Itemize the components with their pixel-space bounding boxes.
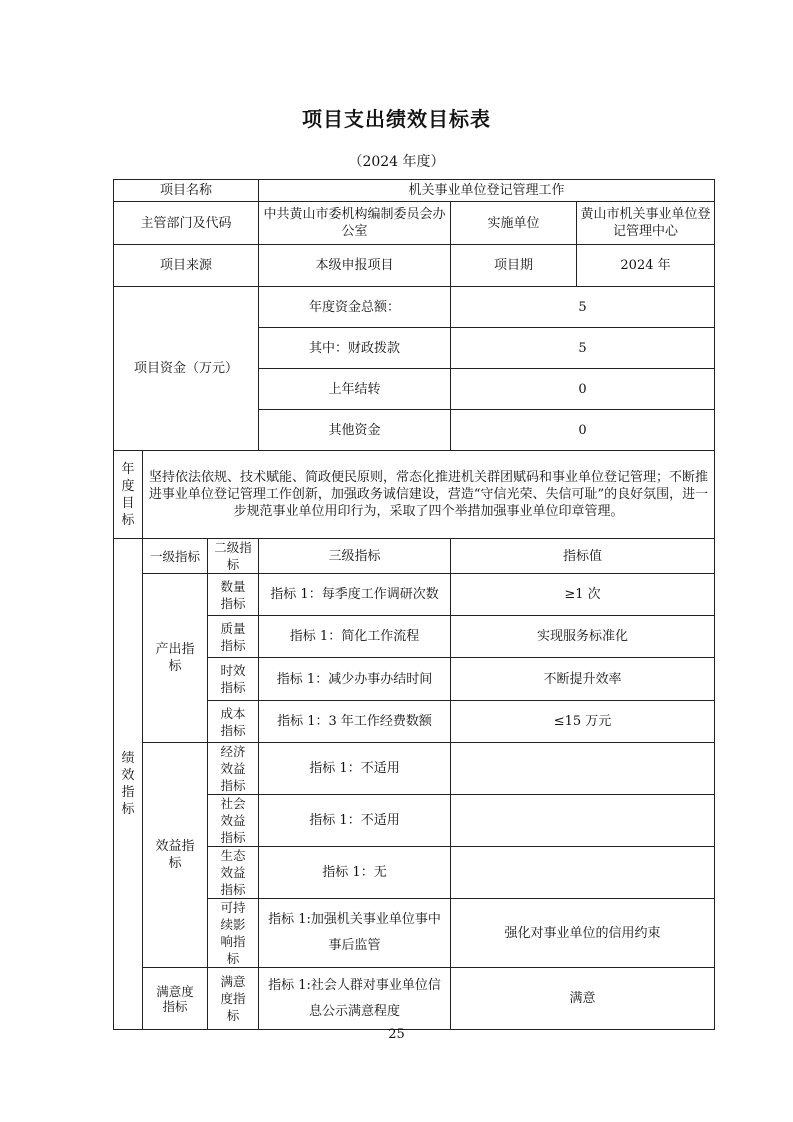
level2-indicator: 生态效益指标 xyxy=(208,847,259,899)
level3-indicator: 指标 1:加强机关事业单位事中事后监管 xyxy=(259,899,451,968)
project-source-label: 项目来源 xyxy=(114,245,259,287)
indicator-value xyxy=(451,795,715,847)
fund-row-value: 0 xyxy=(451,369,715,410)
level2-indicator: 时效指标 xyxy=(208,658,259,701)
indicator-value: ≤15 万元 xyxy=(451,701,715,743)
indicator-value: 不断提升效率 xyxy=(451,658,715,701)
project-name-label: 项目名称 xyxy=(114,180,259,202)
performance-target-table xyxy=(113,179,715,1030)
level3-indicator: 指标 1:社会人群对事业单位信息公示满意程度 xyxy=(259,968,451,1030)
header-level1: 一级指标 xyxy=(143,539,208,574)
level3-indicator: 指标 1：无 xyxy=(259,847,451,899)
project-name-value: 机关事业单位登记管理工作 xyxy=(259,180,715,202)
level2-indicator: 可持续影响指标 xyxy=(208,899,259,968)
funds-label: 项目资金（万元） xyxy=(114,287,259,451)
indicator-value: 满意 xyxy=(451,968,715,1030)
benefit-indicators-label: 效益指标 xyxy=(143,743,208,968)
indicator-value xyxy=(451,847,715,899)
page-number: 25 xyxy=(388,1027,405,1042)
level2-indicator: 数量指标 xyxy=(208,574,259,616)
level3-indicator: 指标 1：每季度工作调研次数 xyxy=(259,574,451,616)
fund-row-label: 上年结转 xyxy=(259,369,451,410)
indicator-value: ≥1 次 xyxy=(451,574,715,616)
fund-row-value: 5 xyxy=(451,287,715,328)
level2-indicator: 经济效益指标 xyxy=(208,743,259,795)
impl-unit-label: 实施单位 xyxy=(451,202,577,245)
satisfaction-indicators-label: 满意度指标 xyxy=(143,968,208,1030)
impl-unit-value: 黄山市机关事业单位登记管理中心 xyxy=(577,202,715,245)
indicator-value: 强化对事业单位的信用约束 xyxy=(451,899,715,968)
fund-row-value: 0 xyxy=(451,410,715,451)
level3-indicator: 指标 1：减少办事办结时间 xyxy=(259,658,451,701)
fund-row-label: 年度资金总额： xyxy=(259,287,451,328)
level2-indicator: 满意度指标 xyxy=(208,968,259,1030)
output-indicators-label: 产出指标 xyxy=(143,574,208,743)
dept-label: 主管部门及代码 xyxy=(114,202,259,245)
level2-indicator: 社会效益指标 xyxy=(208,795,259,847)
level2-indicator: 成本指标 xyxy=(208,701,259,743)
project-period-value: 2024 年 xyxy=(577,245,715,287)
header-indicator-value: 指标值 xyxy=(451,539,715,574)
year-label: （2024 年度） xyxy=(348,154,445,170)
document-title: 项目支出绩效目标表 xyxy=(302,107,491,131)
indicator-value xyxy=(451,743,715,795)
level2-indicator: 质量指标 xyxy=(208,616,259,658)
performance-indicators-label: 绩效指标 xyxy=(114,539,143,1030)
level3-indicator: 指标 1：简化工作流程 xyxy=(259,616,451,658)
level3-indicator: 指标 1：不适用 xyxy=(259,795,451,847)
dept-value: 中共黄山市委机构编制委员会办公室 xyxy=(259,202,451,245)
level3-indicator: 指标 1：不适用 xyxy=(259,743,451,795)
fund-row-label: 其他资金 xyxy=(259,410,451,451)
indicator-value: 实现服务标准化 xyxy=(451,616,715,658)
project-source-value: 本级申报项目 xyxy=(259,245,451,287)
header-level3: 三级指标 xyxy=(259,539,451,574)
project-period-label: 项目期 xyxy=(451,245,577,287)
fund-row-value: 5 xyxy=(451,328,715,369)
level3-indicator: 指标 1：3 年工作经费数额 xyxy=(259,701,451,743)
header-level2: 二级指标 xyxy=(208,539,259,574)
fund-row-label: 其中：财政拨款 xyxy=(259,328,451,369)
annual-goal-text: 坚持依法依规、技术赋能、简政便民原则，常态化推进机关群团赋码和事业单位登记管理；不断推进事业单位登记管理工作创新，加强政务诚信建设，营造“守信光荣、失信可耻”的良好氛围，进一步规范事业单位用印行为，采取了四个举措加强事业单位印章管理。 xyxy=(143,451,715,539)
annual-goal-label: 年度目标 xyxy=(114,451,143,539)
